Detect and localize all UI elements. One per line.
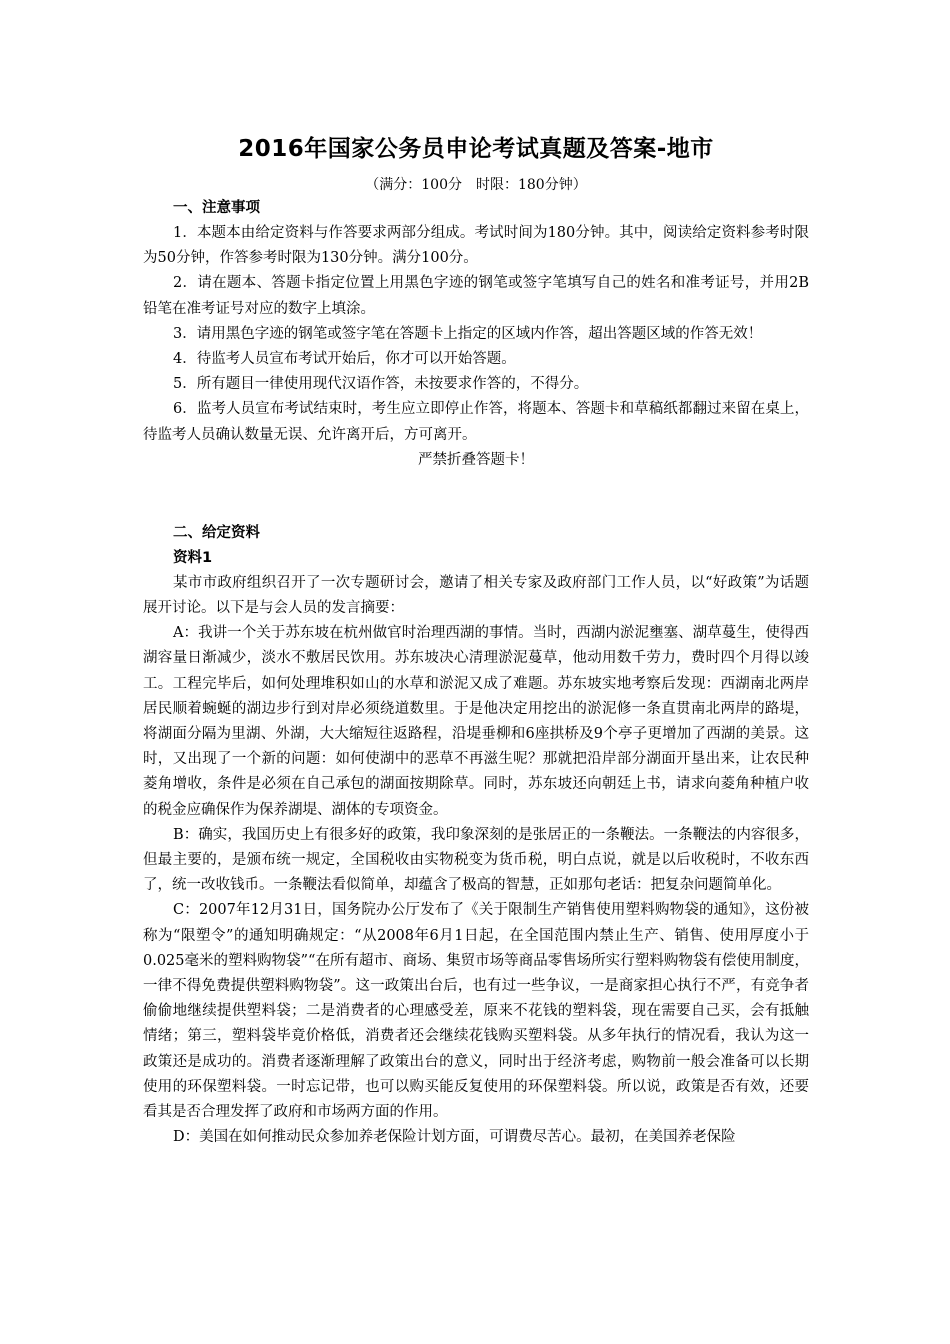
material-paragraph: D：美国在如何推动民众参加养老保险计划方面，可谓费尽苦心。最初，在美国养老保险 xyxy=(173,1129,736,1146)
document-page xyxy=(143,132,809,1151)
note-item: 2．请在题本、答题卡指定位置上用黑色字迹的钢笔或签字笔填写自己的姓名和准考证号，并用2B铅笔在准考证号对应的数字上填涂。 xyxy=(143,275,809,317)
material-paragraph: A：我讲一个关于苏东坡在杭州做官时治理西湖的事情。当时，西湖内淤泥壅塞、湖草蔓生，使得西湖容量日渐减少，淡水不敷居民饮用。苏东坡决心清理淤泥蔓草，他动用数千劳力，费时四个月得以竣工。工程完毕后，如何处理堆积如山的水草和淤泥又成了难题。苏东坡实地考察后发现：西湖南北两岸居民顺着蜿蜒的湖边步行到对岸必须绕道数里。于是他决定用挖出的淤泥修一条直贯南北两岸的路堤，将湖面分隔为里湖、外湖，大大缩短往返路程，沿堤垂柳和6座拱桥及9个亭子更增加了西湖的美景。这时，又出现了一个新的问题：如何使湖中的恶草不再滋生呢？那就把沿岸部分湖面开垦出来，让农民种菱角增收，条件是必须在自己承包的湖面按期除草。同时，苏东坡还向朝廷上书，请求向菱角种植户收的税金应确保作为保养湖堤、湖体的专项资金。 xyxy=(143,625,809,818)
document-title: 2016年国家公务员申论考试真题及答案-地市 xyxy=(238,136,714,162)
section-heading-materials: 二、给定资料 xyxy=(173,524,260,541)
section-heading-notes: 一、注意事项 xyxy=(173,200,260,216)
material-paragraph: C：2007年12月31日，国务院办公厅发布了《关于限制生产销售使用塑料购物袋的通知》，这份被称为“限塑令”的通知明确规定：“从2008年6月1日起，在全国范围内禁止生产、销售、使用厚度小于0.025毫米的塑料购物袋”“在所有超市、商场、集贸市场等商品零售场所实行塑料购物袋有偿使用制度，一律不得免费提供塑料购物袋”。这一政策出台后，也有过一些争议，一是商家担心执行不严，有竞争者偷偷地继续提供塑料袋；二是消费者的心理感受差，原来不花钱的塑料袋，现在需要自己买，会有抵触情绪；第三，塑料袋毕竟价格低，消费者还会继续花钱购买塑料袋。从多年执行的情况看，我认为这一政策还是成功的。消费者逐渐理解了政策出台的意义，同时出于经济考虑，购物前一般会准备可以长期使用的环保塑料袋。一时忘记带，也可以购买能反复使用的环保塑料袋。所以说，政策是否有效，还要看其是否合理发挥了政府和市场两方面的作用。 xyxy=(143,902,809,1121)
note-item: 1．本题本由给定资料与作答要求两部分组成。考试时间为180分钟。其中，阅读给定资料参考时限为50分钟，作答参考时限为130分钟。满分100分。 xyxy=(143,225,809,267)
note-item: 5．所有题目一律使用现代汉语作答，未按要求作答的，不得分。 xyxy=(173,376,589,393)
warning-text: 严禁折叠答题卡！ xyxy=(418,451,534,468)
section-gap xyxy=(143,473,809,521)
note-item: 6．监考人员宣布考试结束时，考生应立即停止作答，将题本、答题卡和草稿纸都翻过来留在桌上，待监考人员确认数量无误、允许离开后，方可离开。 xyxy=(143,401,809,443)
document-subtitle: （满分：100分 时限：180分钟） xyxy=(365,177,587,193)
material-paragraph: B：确实，我国历史上有很多好的政策，我印象深刻的是张居正的一条鞭法。一条鞭法的内容很多，但最主要的，是颁布统一规定，全国税收由实物税变为货币税，明白点说，就是以后收税时，不收东西了，统一改收钱币。一条鞭法看似简单，却蕴含了极高的智慧，正如那句老话：把复杂问题简单化。 xyxy=(143,826,809,894)
material-heading: 资料1 xyxy=(173,549,213,566)
note-item: 4．待监考人员宣布考试开始后，你才可以开始答题。 xyxy=(173,351,516,368)
material-paragraph: 某市市政府组织召开了一次专题研讨会，邀请了相关专家及政府部门工作人员，以“好政策”为话题展开讨论。以下是与会人员的发言摘要： xyxy=(143,574,809,617)
note-item: 3．请用黑色字迹的钢笔或签字笔在答题卡上指定的区域内作答，超出答题区域的作答无效！ xyxy=(173,325,763,342)
